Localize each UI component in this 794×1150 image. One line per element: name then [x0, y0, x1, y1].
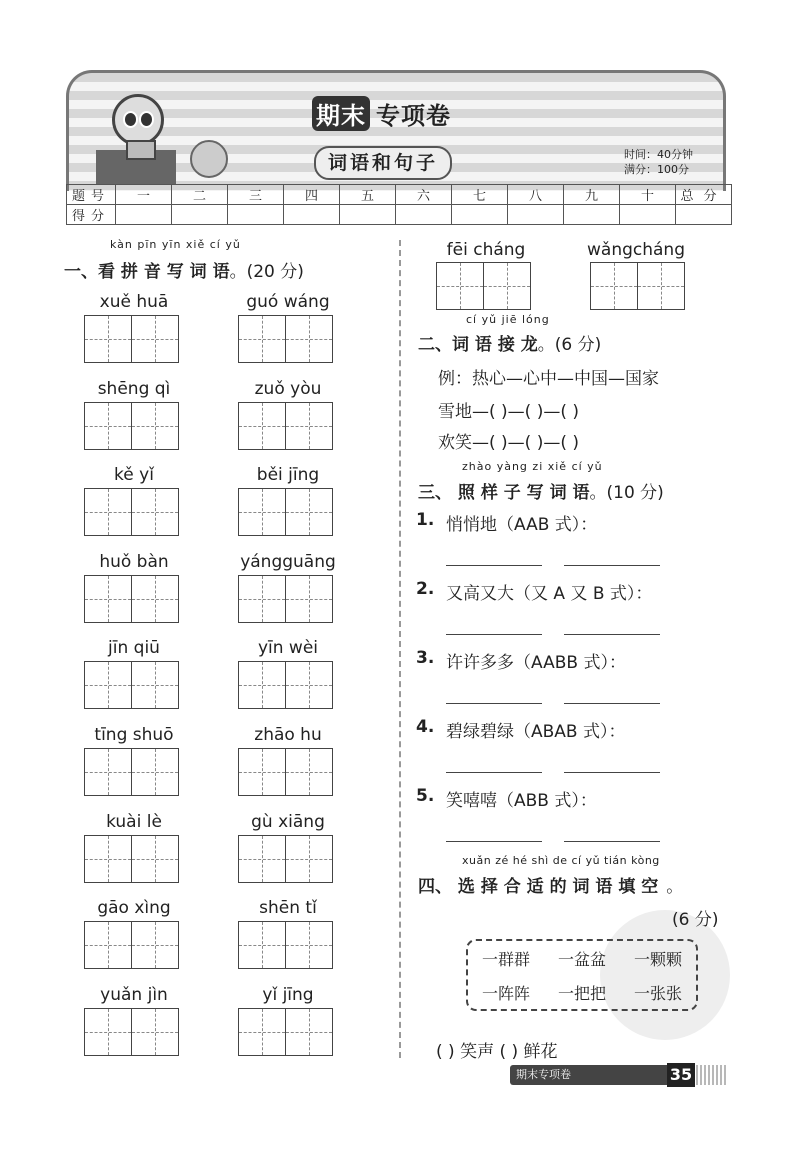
writing-cell[interactable] [132, 575, 179, 623]
writing-grid[interactable] [84, 402, 179, 450]
writing-grid[interactable] [590, 262, 685, 310]
score-cell[interactable] [284, 205, 340, 225]
section4-title-text: 四、 选 择 合 适 的 词 语 填 空 [418, 877, 659, 897]
writing-cell[interactable] [84, 748, 132, 796]
column-header: 七 [452, 185, 508, 205]
writing-cell[interactable] [84, 835, 132, 883]
score-cell[interactable] [116, 205, 172, 225]
answer-line[interactable] [564, 565, 660, 566]
eye-icon [123, 111, 138, 128]
writing-cell[interactable] [132, 315, 179, 363]
writing-cell[interactable] [638, 262, 685, 310]
section3-title-text: 三、 照 样 子 写 词 语 [418, 483, 590, 503]
writing-cell[interactable] [132, 661, 179, 709]
column-header: 八 [508, 185, 564, 205]
writing-cell[interactable] [286, 661, 333, 709]
word-option: 一颗颗 [633, 949, 682, 969]
mascot-icon [112, 94, 164, 146]
writing-cell[interactable] [286, 315, 333, 363]
answer-line[interactable] [564, 634, 660, 635]
pinyin-label: zhāo hu [254, 725, 322, 745]
item-number: 1. [416, 510, 435, 530]
section3-pinyin: zhào yàng zi xiě cí yǔ [462, 460, 603, 473]
writing-cell[interactable] [238, 402, 286, 450]
score-input-row [67, 205, 732, 225]
pinyin-label: tīng shuō [94, 725, 174, 745]
writing-grid[interactable] [84, 575, 179, 623]
score-table [66, 184, 732, 225]
score-cell[interactable] [676, 205, 732, 225]
writing-cell[interactable] [286, 835, 333, 883]
column-header: 二 [172, 185, 228, 205]
writing-cell[interactable] [238, 921, 286, 969]
pinyin-label: yuǎn jìn [100, 985, 168, 1005]
writing-cell[interactable] [286, 488, 333, 536]
writing-cell[interactable] [84, 315, 132, 363]
word-option: 一把把 [557, 983, 606, 1003]
writing-grid[interactable] [436, 262, 531, 310]
time-info [624, 147, 693, 177]
section4-period: 。 [666, 877, 684, 897]
writing-cell[interactable] [84, 921, 132, 969]
pinyin-label: huǒ bàn [99, 552, 169, 572]
writing-grid[interactable] [238, 315, 333, 363]
writing-grid[interactable] [238, 575, 333, 623]
pinyin-label: gāo xìng [97, 898, 171, 918]
writing-grid[interactable] [238, 1008, 333, 1056]
writing-cell[interactable] [286, 921, 333, 969]
pinyin-label: shēn tǐ [259, 898, 317, 918]
pinyin-label: kě yǐ [114, 465, 154, 485]
writing-grid[interactable] [84, 835, 179, 883]
section4-title [418, 872, 683, 897]
writing-grid[interactable] [84, 661, 179, 709]
score-cell[interactable] [172, 205, 228, 225]
full-score: 满分：100分 [624, 163, 689, 176]
answer-line[interactable] [446, 565, 542, 566]
pinyin-label: xuě huā [99, 292, 169, 312]
pinyin-label: zuǒ yòu [254, 379, 322, 399]
section3-title [418, 478, 664, 503]
score-cell[interactable] [452, 205, 508, 225]
answer-line[interactable] [564, 841, 660, 842]
writing-cell[interactable] [484, 262, 531, 310]
section1-pinyin: kàn pīn yīn xiě cí yǔ [110, 238, 241, 251]
column-header: 三 [228, 185, 284, 205]
answer-line[interactable] [446, 772, 542, 773]
writing-cell[interactable] [84, 1008, 132, 1056]
cat-icon [190, 140, 228, 178]
writing-grid[interactable] [238, 488, 333, 536]
writing-grid[interactable] [238, 835, 333, 883]
score-cell[interactable] [228, 205, 284, 225]
exam-subtitle: 词语和句子 [314, 146, 452, 180]
writing-grid[interactable] [238, 748, 333, 796]
section2-title-text: 二、词 语 接 龙 [418, 335, 538, 355]
pinyin-label: kuài lè [106, 812, 162, 832]
writing-cell[interactable] [84, 402, 132, 450]
writing-cell[interactable] [132, 748, 179, 796]
score-cell[interactable] [508, 205, 564, 225]
answer-line[interactable] [446, 634, 542, 635]
score-cell[interactable] [620, 205, 676, 225]
word-bank-row [468, 981, 696, 1004]
writing-grid[interactable] [84, 315, 179, 363]
writing-grid[interactable] [238, 402, 333, 450]
section2-pinyin: cí yǔ jiē lóng [466, 313, 550, 326]
section2-line[interactable]: 欢笑—( )—( )—( ) [438, 433, 580, 453]
exam-title [312, 96, 451, 131]
writing-cell[interactable] [590, 262, 638, 310]
writing-grid[interactable] [238, 661, 333, 709]
row-label: 得分 [67, 205, 116, 225]
writing-cell[interactable] [286, 748, 333, 796]
item-number: 3. [416, 648, 435, 668]
writing-grid[interactable] [84, 488, 179, 536]
writing-cell[interactable] [286, 1008, 333, 1056]
column-header: 六 [396, 185, 452, 205]
section2-title [418, 330, 601, 355]
book-icon [126, 140, 156, 160]
score-cell[interactable] [340, 205, 396, 225]
writing-cell[interactable] [84, 661, 132, 709]
column-header: 五 [340, 185, 396, 205]
writing-cell[interactable] [238, 1008, 286, 1056]
writing-cell[interactable] [132, 402, 179, 450]
section4-points: (6 分) [672, 910, 719, 930]
writing-grid[interactable] [84, 1008, 179, 1056]
word-option: 一群群 [481, 949, 530, 969]
section1-title-text: 一、看 拼 音 写 词 语 [64, 262, 230, 282]
writing-cell[interactable] [132, 488, 179, 536]
writing-grid[interactable] [84, 921, 179, 969]
writing-cell[interactable] [238, 575, 286, 623]
column-header: 一 [116, 185, 172, 205]
writing-cell[interactable] [238, 835, 286, 883]
writing-cell[interactable] [286, 402, 333, 450]
fill-blank-line[interactable]: ( ) 笑声 ( ) 鲜花 [436, 1042, 558, 1062]
pinyin-label: yīn wèi [257, 638, 319, 658]
title-emphasis: 期末 [312, 96, 370, 131]
section2-example: 例：热心—心中—中国—国家 [438, 369, 659, 389]
pinyin-label: guó wáng [246, 292, 330, 312]
item-prompt: 许许多多（AABB 式）： [446, 653, 626, 673]
footer-label: 期末专项卷 [510, 1065, 676, 1085]
pinyin-label: yǐ jīng [262, 985, 314, 1005]
pinyin-label: gù xiāng [251, 812, 325, 832]
row-label: 题号 [67, 185, 116, 205]
answer-line[interactable] [564, 703, 660, 704]
title-rest: 专项卷 [376, 102, 451, 130]
item-prompt: 又高又大（又 A 又 B 式）： [446, 584, 653, 604]
writing-cell[interactable] [132, 1008, 179, 1056]
writing-cell[interactable] [238, 315, 286, 363]
score-cell[interactable] [564, 205, 620, 225]
item-number: 5. [416, 786, 435, 806]
section3-points: 。(10 分) [589, 483, 664, 503]
writing-cell[interactable] [84, 575, 132, 623]
writing-cell[interactable] [436, 262, 484, 310]
writing-cell[interactable] [286, 575, 333, 623]
word-option: 一张张 [633, 983, 682, 1003]
item-number: 2. [416, 579, 435, 599]
section1-points: 。(20 分) [229, 262, 304, 282]
writing-grid[interactable] [238, 921, 333, 969]
word-option: 一阵阵 [481, 983, 530, 1003]
item-number: 4. [416, 717, 435, 737]
score-header-row [67, 185, 732, 205]
column-divider [399, 240, 401, 1058]
page-number: 35 [667, 1063, 695, 1087]
section4-pinyin: xuǎn zé hé shì de cí yǔ tián kòng [462, 854, 660, 867]
writing-cell[interactable] [132, 921, 179, 969]
item-prompt: 碧绿碧绿（ABAB 式）： [446, 722, 626, 742]
score-cell[interactable] [396, 205, 452, 225]
answer-line[interactable] [564, 772, 660, 773]
pinyin-label: yángguāng [240, 552, 336, 572]
column-header: 四 [284, 185, 340, 205]
column-header: 九 [564, 185, 620, 205]
word-option: 一盆盆 [557, 949, 606, 969]
answer-line[interactable] [446, 841, 542, 842]
word-bank-row [468, 947, 696, 970]
item-prompt: 悄悄地（AAB 式）： [446, 515, 598, 535]
item-prompt: 笑嘻嘻（ABB 式）： [446, 791, 597, 811]
section2-points: 。(6 分) [537, 335, 602, 355]
column-header: 总分 [676, 185, 732, 205]
pinyin-label: běi jīng [256, 465, 320, 485]
writing-cell[interactable] [238, 661, 286, 709]
pinyin-label: jīn qiū [108, 638, 160, 658]
writing-cell[interactable] [132, 835, 179, 883]
pinyin-label: shēng qì [97, 379, 171, 399]
section2-line[interactable]: 雪地—( )—( )—( ) [438, 402, 580, 422]
column-header: 十 [620, 185, 676, 205]
word-bank [466, 939, 698, 1011]
section1-title [64, 257, 304, 282]
time-limit: 时间：40分钟 [624, 148, 693, 161]
writing-cell[interactable] [238, 748, 286, 796]
pinyin-label: wǎngcháng [587, 240, 685, 260]
writing-grid[interactable] [84, 748, 179, 796]
eye-icon [139, 111, 154, 128]
writing-cell[interactable] [84, 488, 132, 536]
writing-cell[interactable] [238, 488, 286, 536]
answer-line[interactable] [446, 703, 542, 704]
footer-dots [696, 1065, 726, 1085]
pinyin-label: fēi cháng [446, 240, 526, 260]
